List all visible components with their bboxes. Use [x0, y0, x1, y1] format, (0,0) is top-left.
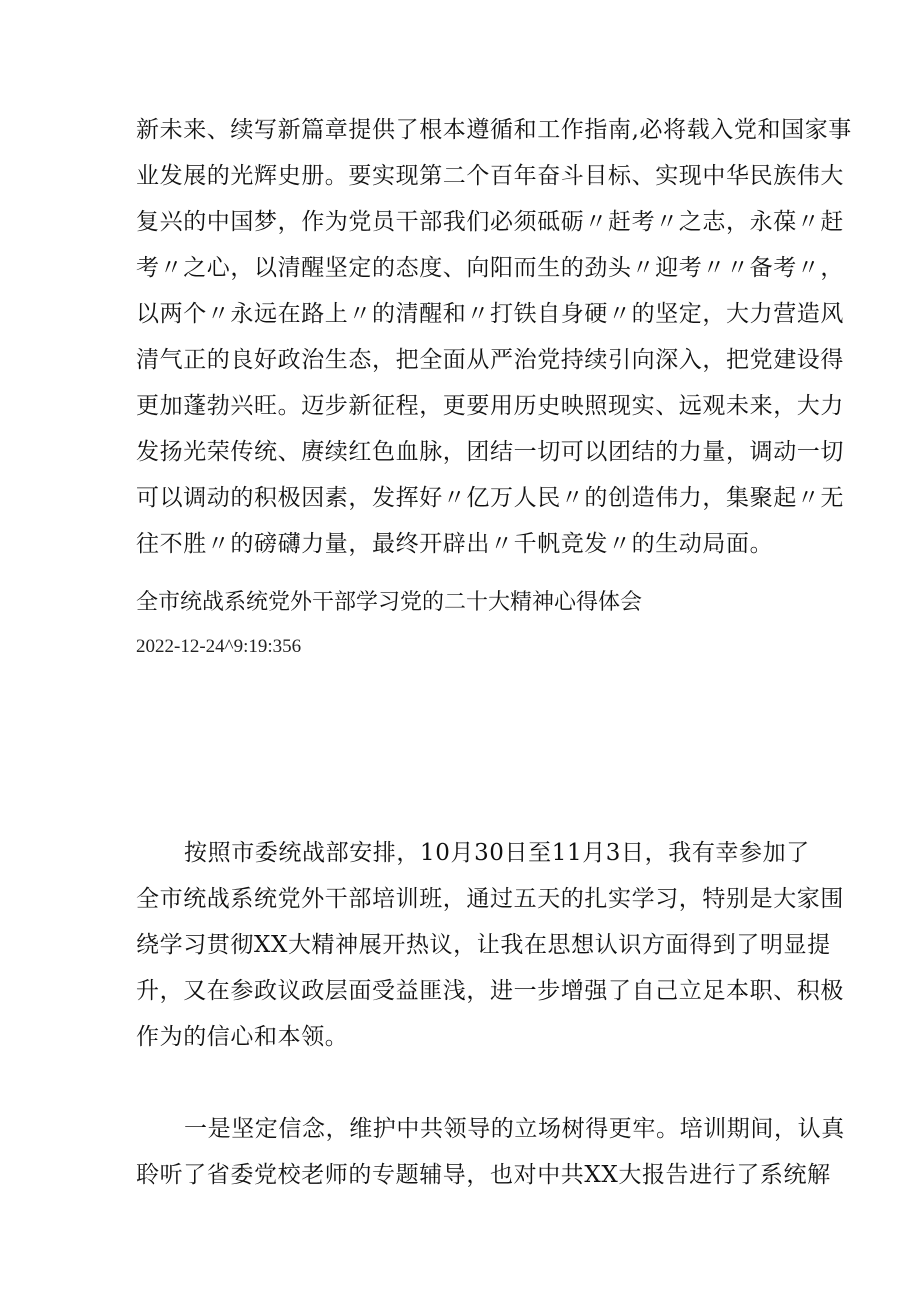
text-line: 一是坚定信念，维护中共领导的立场树得更牢。培训期间，认真 [184, 1116, 845, 1142]
text-line: 往不胜〃的磅礴力量，最终开辟出〃千帆竞发〃的生动局面。 [136, 531, 774, 557]
text-line: 发扬光荣传统、赓续红色血脉，团结一切可以团结的力量，调动一切 [136, 439, 844, 465]
text-line: 新未来、续写新篇章提供了根本遵循和工作指南,必将载入党和国家事 [136, 117, 852, 143]
text-line: 可以调动的积极因素，发挥好〃亿万人民〃的创造伟力，集聚起〃无 [136, 485, 844, 511]
text-line: 业发展的光辉史册。要实现第二个百年奋斗目标、实现中华民族伟大 [136, 163, 844, 189]
text-line: 考〃之心，以清醒坚定的态度、向阳而生的劲头〃迎考〃〃备考〃， [136, 255, 844, 281]
text-line: 聆听了省委党校老师的专题辅导，也对中共XX大报告进行了系统解 [136, 1162, 831, 1188]
text-line: 升，又在参政议政层面受益匪浅，进一步增强了自己立足本职、积极 [136, 978, 844, 1004]
text-line: 以两个〃永远在路上〃的清醒和〃打铁自身硬〃的坚定，大力营造风 [136, 301, 844, 327]
text-line: 清气正的良好政治生态，把全面从严治党持续引向深入，把党建设得 [136, 347, 844, 373]
text-line: 全市统战系统党外干部培训班，通过五天的扎实学习，特别是大家围 [136, 886, 844, 912]
text-line: 绕学习贯彻XX大精神展开热议，让我在思想认识方面得到了明显提 [136, 932, 831, 958]
text-line: 作为的信心和本领。 [136, 1024, 349, 1050]
article-title: 全市统战系统党外干部学习党的二十大精神心得体会 [136, 590, 643, 615]
text-line: 更加蓬勃兴旺。迈步新征程，更要用历史映照现实、远观未来，大力 [136, 393, 844, 419]
text-line: 复兴的中国梦，作为党员干部我们必须砥砺〃赶考〃之志，永葆〃赶 [136, 209, 844, 235]
article-date: 2022-12-24^9:19:356 [136, 636, 302, 657]
text-line: 按照市委统战部安排，10月30日至11月3日，我有幸参加了 [184, 840, 810, 866]
